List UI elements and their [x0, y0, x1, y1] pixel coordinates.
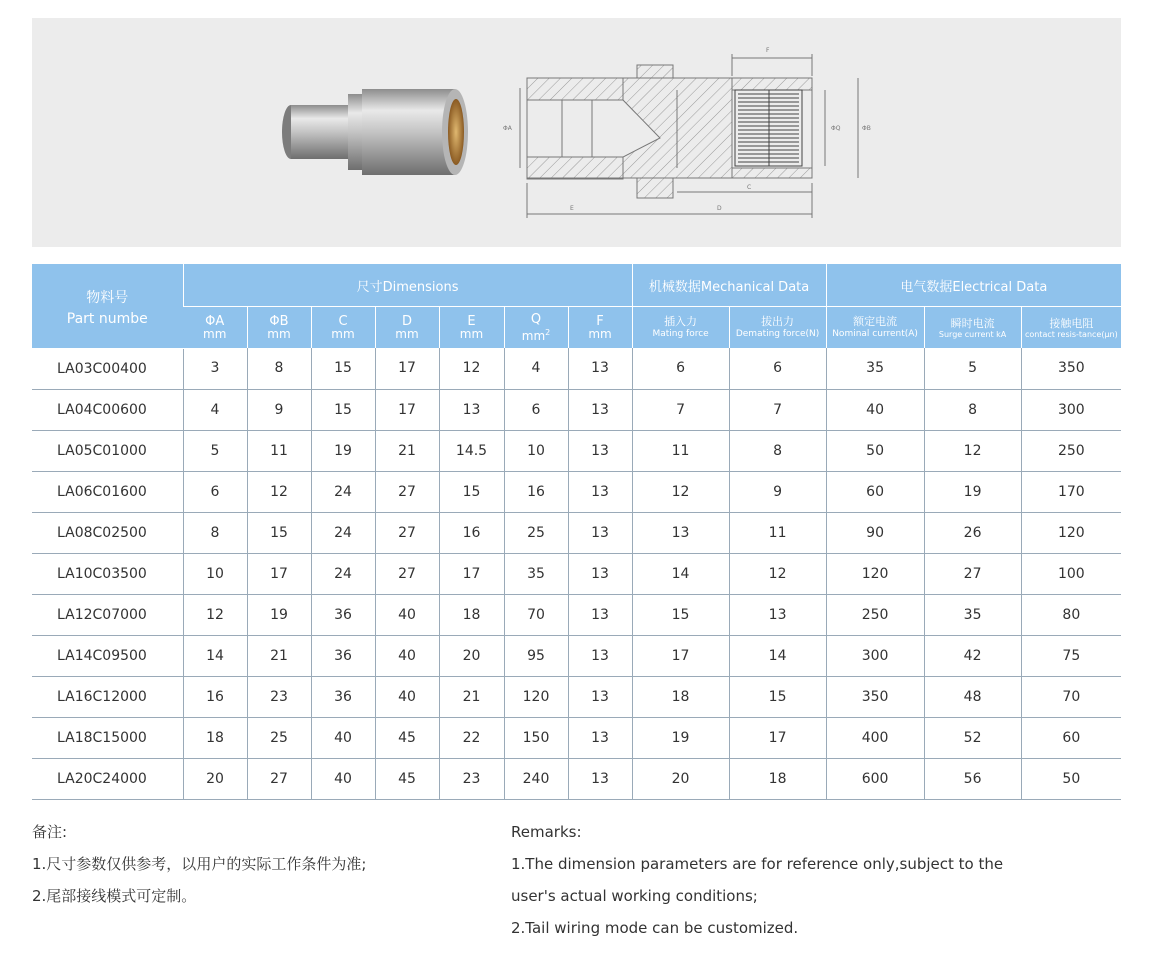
table-cell: 17	[729, 717, 826, 758]
part-number-cell: LA18C15000	[32, 717, 183, 758]
table-cell: 50	[826, 430, 924, 471]
table-cell: 27	[375, 471, 439, 512]
table-cell: 13	[568, 635, 632, 676]
table-cell: 300	[826, 635, 924, 676]
table-cell: 250	[1021, 430, 1121, 471]
table-cell: 15	[311, 348, 375, 389]
table-cell: 5	[924, 348, 1021, 389]
table-row	[32, 389, 1121, 430]
table-cell: 40	[311, 758, 375, 799]
table-cell: 11	[632, 430, 729, 471]
table-cell: 13	[568, 717, 632, 758]
table-cell: 9	[247, 389, 311, 430]
table-row	[32, 430, 1121, 471]
table-group-header-row	[32, 264, 1121, 307]
table-cell: 170	[1021, 471, 1121, 512]
table-row	[32, 512, 1121, 553]
dimensions-group-header: 尺寸Dimensions	[183, 264, 632, 307]
dim-label-da: ΦA	[503, 125, 512, 132]
technical-drawing	[520, 54, 858, 218]
table-cell: 36	[311, 594, 375, 635]
part-number-cell: LA04C00600	[32, 389, 183, 430]
table-cell: 27	[924, 553, 1021, 594]
table-cell: 15	[247, 512, 311, 553]
dim-label-d: D	[717, 205, 722, 212]
table-body	[32, 348, 1121, 799]
table-cell: 14.5	[439, 430, 504, 471]
table-row	[32, 594, 1121, 635]
table-cell: 12	[924, 430, 1021, 471]
column-header: D mm	[375, 307, 439, 349]
table-cell: 11	[247, 430, 311, 471]
table-cell: 600	[826, 758, 924, 799]
table-cell: 20	[632, 758, 729, 799]
table-cell: 4	[183, 389, 247, 430]
table-cell: 27	[247, 758, 311, 799]
part-number-cell: LA14C09500	[32, 635, 183, 676]
table-cell: 21	[439, 676, 504, 717]
part-number-cell: LA08C02500	[32, 512, 183, 553]
table-cell: 18	[439, 594, 504, 635]
table-cell: 16	[439, 512, 504, 553]
table-cell: 17	[247, 553, 311, 594]
note-line: 2.Tail wiring mode can be customized.	[511, 919, 799, 937]
table-cell: 17	[632, 635, 729, 676]
table-cell: 75	[1021, 635, 1121, 676]
column-header: 额定电流 Nominal current(A)	[826, 307, 924, 349]
table-cell: 20	[439, 635, 504, 676]
note-line: Remarks:	[511, 823, 582, 841]
table-cell: 120	[826, 553, 924, 594]
electrical-group-header: 电气数据Electrical Data	[826, 264, 1121, 307]
table-cell: 80	[1021, 594, 1121, 635]
product-illustration	[32, 18, 1121, 247]
table-cell: 16	[183, 676, 247, 717]
table-cell: 3	[183, 348, 247, 389]
table-cell: 14	[183, 635, 247, 676]
table-cell: 12	[729, 553, 826, 594]
note-line: 1.尺寸参数仅供参考，以用户的实际工作条件为准;	[32, 855, 367, 873]
dim-label-db: ΦB	[862, 125, 871, 132]
table-cell: 27	[375, 512, 439, 553]
table-cell: 8	[924, 389, 1021, 430]
table-cell: 90	[826, 512, 924, 553]
note-line: user's actual working conditions;	[511, 887, 758, 905]
table-cell: 12	[247, 471, 311, 512]
table-cell: 40	[375, 635, 439, 676]
table-cell: 250	[826, 594, 924, 635]
note-line: 2.尾部接线模式可定制。	[32, 887, 197, 905]
column-header: 拔出力 Demating force(N)	[729, 307, 826, 349]
table-row	[32, 348, 1121, 389]
table-cell: 12	[632, 471, 729, 512]
notes-chinese	[32, 816, 482, 912]
mechanical-group-header: 机械数据Mechanical Data	[632, 264, 826, 307]
table-cell: 15	[311, 389, 375, 430]
table-cell: 27	[375, 553, 439, 594]
table-cell: 23	[247, 676, 311, 717]
column-header: ΦA mm	[183, 307, 247, 349]
dim-label-dq: ΦQ	[831, 125, 841, 132]
table-cell: 300	[1021, 389, 1121, 430]
table-cell: 14	[729, 635, 826, 676]
part-number-cell: LA16C12000	[32, 676, 183, 717]
table-cell: 42	[924, 635, 1021, 676]
table-cell: 6	[504, 389, 568, 430]
table-cell: 60	[826, 471, 924, 512]
table-cell: 21	[375, 430, 439, 471]
part-number-cell: LA10C03500	[32, 553, 183, 594]
table-cell: 13	[568, 471, 632, 512]
table-cell: 19	[924, 471, 1021, 512]
table-cell: 120	[1021, 512, 1121, 553]
part-number-cell: LA05C01000	[32, 430, 183, 471]
table-cell: 13	[568, 512, 632, 553]
table-cell: 12	[183, 594, 247, 635]
connector-photo	[282, 89, 468, 175]
table-cell: 25	[504, 512, 568, 553]
table-cell: 13	[439, 389, 504, 430]
notes-english	[511, 816, 1111, 944]
table-cell: 16	[504, 471, 568, 512]
table-cell: 350	[1021, 348, 1121, 389]
part-number-cell: LA06C01600	[32, 471, 183, 512]
table-cell: 35	[826, 348, 924, 389]
table-cell: 15	[729, 676, 826, 717]
part-number-header	[32, 264, 183, 348]
column-header: ΦB mm	[247, 307, 311, 349]
part-number-cell: LA20C24000	[32, 758, 183, 799]
table-cell: 13	[632, 512, 729, 553]
table-cell: 350	[826, 676, 924, 717]
table-cell: 35	[924, 594, 1021, 635]
table-cell: 52	[924, 717, 1021, 758]
table-cell: 13	[568, 676, 632, 717]
table-cell: 120	[504, 676, 568, 717]
table-cell: 13	[568, 758, 632, 799]
dim-label-f: F	[766, 47, 770, 54]
table-cell: 13	[568, 594, 632, 635]
column-header: 瞬时电流 Surge current kA	[924, 307, 1021, 349]
table-cell: 26	[924, 512, 1021, 553]
table-cell: 19	[311, 430, 375, 471]
table-cell: 19	[247, 594, 311, 635]
table-column-header-row	[32, 307, 1121, 349]
table-cell: 24	[311, 512, 375, 553]
table-cell: 10	[504, 430, 568, 471]
table-cell: 40	[375, 594, 439, 635]
table-cell: 13	[568, 389, 632, 430]
table-row	[32, 471, 1121, 512]
table-cell: 13	[568, 430, 632, 471]
table-cell: 17	[439, 553, 504, 594]
specification-table	[32, 264, 1121, 800]
table-cell: 19	[632, 717, 729, 758]
table-cell: 15	[632, 594, 729, 635]
table-cell: 48	[924, 676, 1021, 717]
table-cell: 5	[183, 430, 247, 471]
part-number-cell: LA03C00400	[32, 348, 183, 389]
table-cell: 40	[311, 717, 375, 758]
table-cell: 18	[729, 758, 826, 799]
table-cell: 21	[247, 635, 311, 676]
table-cell: 40	[375, 676, 439, 717]
table-cell: 24	[311, 553, 375, 594]
table-cell: 13	[568, 553, 632, 594]
dim-label-e: E	[570, 205, 574, 212]
column-header: Q $mm^2$	[504, 307, 568, 349]
table-row	[32, 717, 1121, 758]
table-cell: 11	[729, 512, 826, 553]
table-cell: 150	[504, 717, 568, 758]
product-image-banner	[32, 18, 1121, 247]
table-cell: 24	[311, 471, 375, 512]
table-cell: 4	[504, 348, 568, 389]
table-cell: 45	[375, 758, 439, 799]
dim-label-c: C	[747, 184, 752, 191]
table-cell: 17	[375, 348, 439, 389]
table-cell: 10	[183, 553, 247, 594]
table-cell: 60	[1021, 717, 1121, 758]
table-cell: 7	[632, 389, 729, 430]
note-line: 备注:	[32, 823, 68, 841]
column-header: E mm	[439, 307, 504, 349]
table-cell: 56	[924, 758, 1021, 799]
table-cell: 9	[729, 471, 826, 512]
table-cell: 6	[729, 348, 826, 389]
table-row	[32, 676, 1121, 717]
table-cell: 25	[247, 717, 311, 758]
column-header: C mm	[311, 307, 375, 349]
table-cell: 50	[1021, 758, 1121, 799]
table-cell: 22	[439, 717, 504, 758]
table-cell: 45	[375, 717, 439, 758]
table-cell: 15	[439, 471, 504, 512]
table-cell: 95	[504, 635, 568, 676]
table-cell: 12	[439, 348, 504, 389]
table-cell: 70	[504, 594, 568, 635]
table-cell: 400	[826, 717, 924, 758]
table-cell: 13	[729, 594, 826, 635]
table-row	[32, 553, 1121, 594]
table-row	[32, 635, 1121, 676]
table-cell: 17	[375, 389, 439, 430]
part-header-en: Part numbe	[66, 310, 148, 327]
table-cell: 14	[632, 553, 729, 594]
table-cell: 18	[183, 717, 247, 758]
table-cell: 36	[311, 635, 375, 676]
table-cell: 8	[183, 512, 247, 553]
table-cell: 20	[183, 758, 247, 799]
table-cell: 6	[183, 471, 247, 512]
part-number-cell: LA12C07000	[32, 594, 183, 635]
table-cell: 6	[632, 348, 729, 389]
table-cell: 23	[439, 758, 504, 799]
table-cell: 36	[311, 676, 375, 717]
table-cell: 8	[729, 430, 826, 471]
table-cell: 240	[504, 758, 568, 799]
note-line: 1.The dimension parameters are for reference only,subject to the	[511, 855, 1004, 873]
table-cell: 13	[568, 348, 632, 389]
table-cell: 8	[247, 348, 311, 389]
table-row	[32, 758, 1121, 799]
column-header: 接触电阻 contact resis-tance(μn)	[1021, 307, 1121, 349]
table-cell: 70	[1021, 676, 1121, 717]
table-cell: 100	[1021, 553, 1121, 594]
column-header: F mm	[568, 307, 632, 349]
table-cell: 18	[632, 676, 729, 717]
table-cell: 7	[729, 389, 826, 430]
part-header-cn: 物料号	[86, 289, 129, 306]
table-cell: 35	[504, 553, 568, 594]
table-cell: 40	[826, 389, 924, 430]
column-header: 插入力 Mating force	[632, 307, 729, 349]
